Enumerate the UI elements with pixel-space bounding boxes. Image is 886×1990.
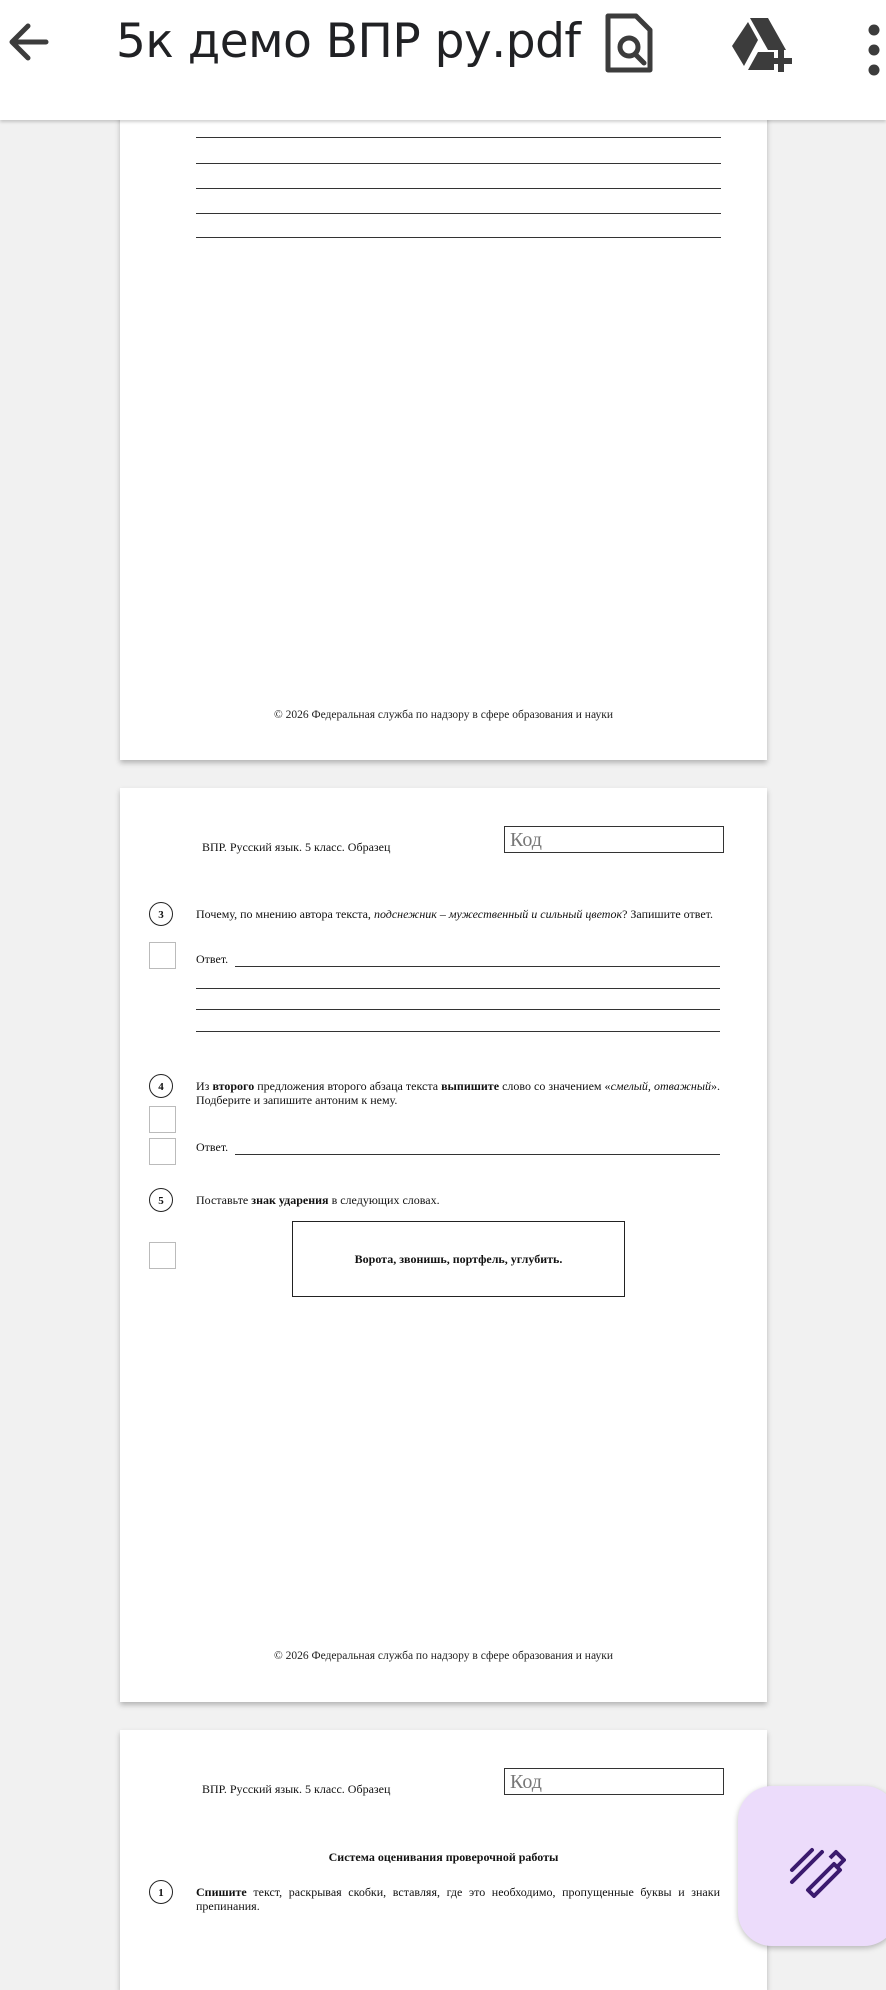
task-text: слово со значением « (499, 1079, 611, 1093)
task-text: Поставьте (196, 1193, 252, 1207)
answer-line (235, 1154, 720, 1155)
task-text-bold: выпишите (441, 1079, 500, 1093)
task-number: 4 (149, 1074, 173, 1098)
writing-line (196, 237, 721, 238)
code-field: Код (504, 826, 724, 853)
page-header: ВПР. Русский язык. 5 класс. Образец (202, 1782, 391, 1796)
search-in-document-icon[interactable] (600, 12, 660, 76)
task-text: Почему, по мнению автора текста, (196, 907, 374, 921)
score-box (149, 1242, 176, 1269)
task-text: предложения второго абзаца текста (254, 1079, 442, 1093)
page-footer: © 2026 Федеральная служба по надзору в сфере образования и науки (274, 1650, 613, 1662)
writing-line (196, 188, 721, 189)
answer-line (196, 1031, 720, 1032)
score-box (149, 942, 176, 969)
task-5-text (196, 1193, 720, 1207)
task-text: текст, раскрывая скобки, вставляя, где это необходимо, пропущенные буквы и знаки препинания. (196, 1885, 720, 1913)
pdf-page-2 (120, 788, 767, 1702)
task-1-text (196, 1885, 720, 1913)
score-box (149, 1106, 176, 1133)
back-arrow-icon[interactable] (0, 12, 60, 72)
task-3-text (196, 907, 720, 921)
page-footer: © 2026 Федеральная служба по надзору в сфере образования и науки (274, 709, 613, 721)
task-text-italic: смелый, отважный (610, 1079, 712, 1093)
writing-line (196, 137, 721, 138)
score-box (149, 1138, 176, 1165)
pdf-page-3 (120, 1730, 767, 1990)
answer-line (196, 1009, 720, 1010)
task-text-bold: знак ударения (251, 1193, 329, 1207)
task-text: ? Запишите ответ. (622, 907, 713, 921)
task-text-bold: второго (212, 1079, 255, 1093)
task-number: 3 (149, 902, 173, 926)
document-title: 5к демо ВПР ру.pdf (116, 14, 581, 69)
task-text: ». Подберите и запишите антоним к нему. (196, 1079, 721, 1107)
task-text: Из (196, 1079, 213, 1093)
writing-line (196, 213, 721, 214)
section-title: Система оценивания проверочной работы (328, 1850, 559, 1864)
task-4-text (196, 1079, 720, 1107)
app-bar (0, 0, 886, 120)
answer-label: Ответ. (196, 1140, 229, 1154)
answer-line (196, 988, 720, 989)
task-text-italic: подснежник – мужественный и сильный цветок (373, 907, 623, 921)
annotate-fab[interactable] (738, 1786, 886, 1946)
code-field: Код (504, 1768, 724, 1795)
task-text-bold: Спишите (196, 1885, 247, 1899)
writing-line (196, 163, 721, 164)
more-vertical-icon[interactable] (860, 16, 886, 76)
words-box: Ворота, звонишь, портфель, углубить. (292, 1221, 625, 1297)
add-to-drive-icon[interactable] (728, 14, 796, 74)
answer-line (235, 966, 720, 967)
task-number: 1 (149, 1880, 173, 1904)
task-number: 5 (149, 1188, 173, 1212)
task-text: в следующих словах. (328, 1193, 440, 1207)
page-header: ВПР. Русский язык. 5 класс. Образец (202, 840, 391, 854)
answer-label: Ответ. (196, 952, 229, 966)
